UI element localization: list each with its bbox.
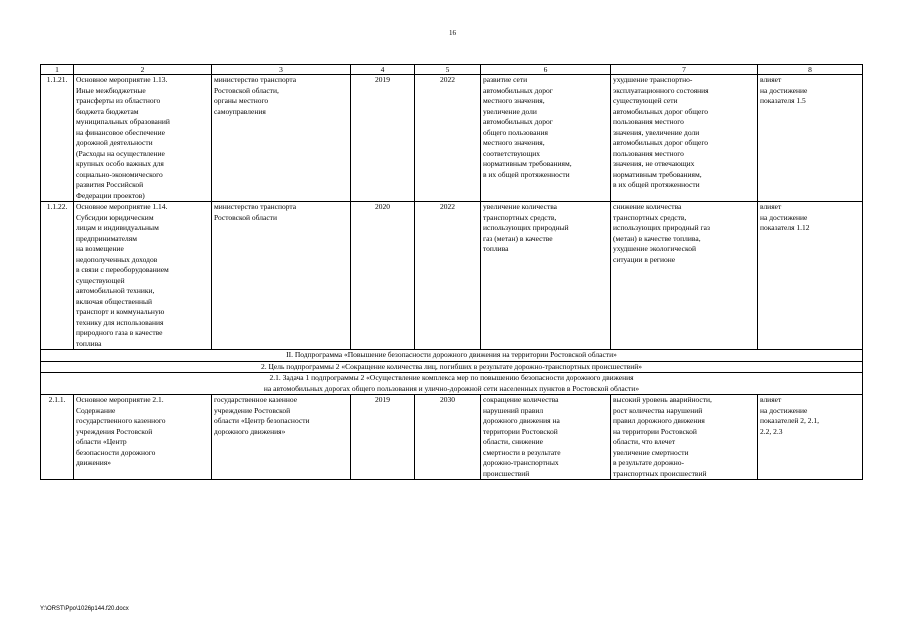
start-year: 2020 — [351, 202, 415, 350]
responsible-executor: министерство транспорта Ростовской области, органы местного самоуправления — [212, 75, 351, 202]
responsible-executor: государственное казенное учреждение Ростовской области «Центр безопасности дорожного движения» — [212, 395, 351, 480]
column-number: 2 — [74, 65, 212, 75]
page-number: 16 — [449, 29, 456, 37]
measure-name: Основное мероприятие 1.14. Субсидии юридическим лицам и индивидуальным предпринимателям на возмещение недополученных доходов в связи с переоборудованием существующей автомобильной техники, включая общественный транспорт и коммунальную технику для использования природного газа в качестве топлива — [74, 202, 212, 350]
measure-name: Основное мероприятие 2.1. Содержание государственного казенного учреждения Ростовской области «Центр безопасности дорожного движения» — [74, 395, 212, 480]
non-implementation-consequences: снижение количества транспортных средств, использующих природный газ (метан) в качестве топлива, ухудшение экологической ситуации в регионе — [611, 202, 758, 350]
start-year: 2019 — [351, 75, 415, 202]
non-implementation-consequences: ухудшение транспортно- эксплуатационного состояния существующей сети автомобильных дорог общего пользования местного значения, увеличение доли автомобильных дорог общего пользования местного значения, не отвечающих нормативным требованиям, в их общей протяженности — [611, 75, 758, 202]
row-number: 1.1.21. — [41, 75, 74, 202]
expected-result: увеличение количества транспортных средств, использующих природный газ (метан) в качестве топлива — [481, 202, 611, 350]
table-row — [41, 202, 863, 350]
row-number: 1.1.22. — [41, 202, 74, 350]
end-year: 2022 — [415, 75, 481, 202]
column-number: 4 — [351, 65, 415, 75]
column-number: 3 — [212, 65, 351, 75]
file-path-footer: Y:\ORST\Ppo\1026p144.f20.docx — [40, 606, 129, 612]
responsible-executor: министерство транспорта Ростовской области — [212, 202, 351, 350]
indicator-link: влияет на достижение показателя 1.5 — [758, 75, 863, 202]
end-year: 2030 — [415, 395, 481, 480]
end-year: 2022 — [415, 202, 481, 350]
row-number: 2.1.1. — [41, 395, 74, 480]
table-row — [41, 75, 863, 202]
indicator-link: влияет на достижение показателя 1.12 — [758, 202, 863, 350]
goal-heading: 2. Цель подпрограммы 2 «Сокращение количества лиц, погибших в результате дорожно-транспортных происшествий» — [41, 361, 863, 373]
column-number: 7 — [611, 65, 758, 75]
section-row — [41, 373, 863, 395]
column-number: 5 — [415, 65, 481, 75]
measure-name: Основное мероприятие 1.13. Иные межбюджетные трансферты из областного бюджета бюджетам муниципальных образований на финансовое обеспечение дорожной деятельности (Расходы на осуществление крупных особо важных для социально-экономического развития Российской Федерации проектов) — [74, 75, 212, 202]
column-number: 8 — [758, 65, 863, 75]
non-implementation-consequences: высокий уровень аварийности, рост количества нарушений правил дорожного движения на территории Ростовской области, что влечет увеличение смертности в результате дорожно- транспортных происшествий — [611, 395, 758, 480]
column-number: 6 — [481, 65, 611, 75]
expected-result: развитие сети автомобильных дорог местного значения, увеличение доли автомобильных дорог общего пользования местного значения, соответствующих нормативным требованиям, в их общей протяженности — [481, 75, 611, 202]
column-number-row — [41, 65, 863, 75]
expected-result: сокращение количества нарушений правил дорожного движения на территории Ростовской области, снижение смертности в результате дорожно-транспортных происшествий — [481, 395, 611, 480]
measures-table — [40, 64, 863, 480]
table-row — [41, 395, 863, 480]
indicator-link: влияет на достижение показателей 2, 2.1, 2.2, 2.3 — [758, 395, 863, 480]
subprogram-heading: II. Подпрограмма «Повышение безопасности дорожного движения на территории Ростовской области» — [41, 350, 863, 362]
task-heading: 2.1. Задача 1 подпрограммы 2 «Осуществление комплекса мер по повышению безопасности дорожного движения на автомобильных дорогах общего пользования и улично-дорожной сети населенных пунктов в Ростовской области» — [41, 373, 863, 395]
column-number: 1 — [41, 65, 74, 75]
section-row — [41, 361, 863, 373]
section-row — [41, 350, 863, 362]
start-year: 2019 — [351, 395, 415, 480]
